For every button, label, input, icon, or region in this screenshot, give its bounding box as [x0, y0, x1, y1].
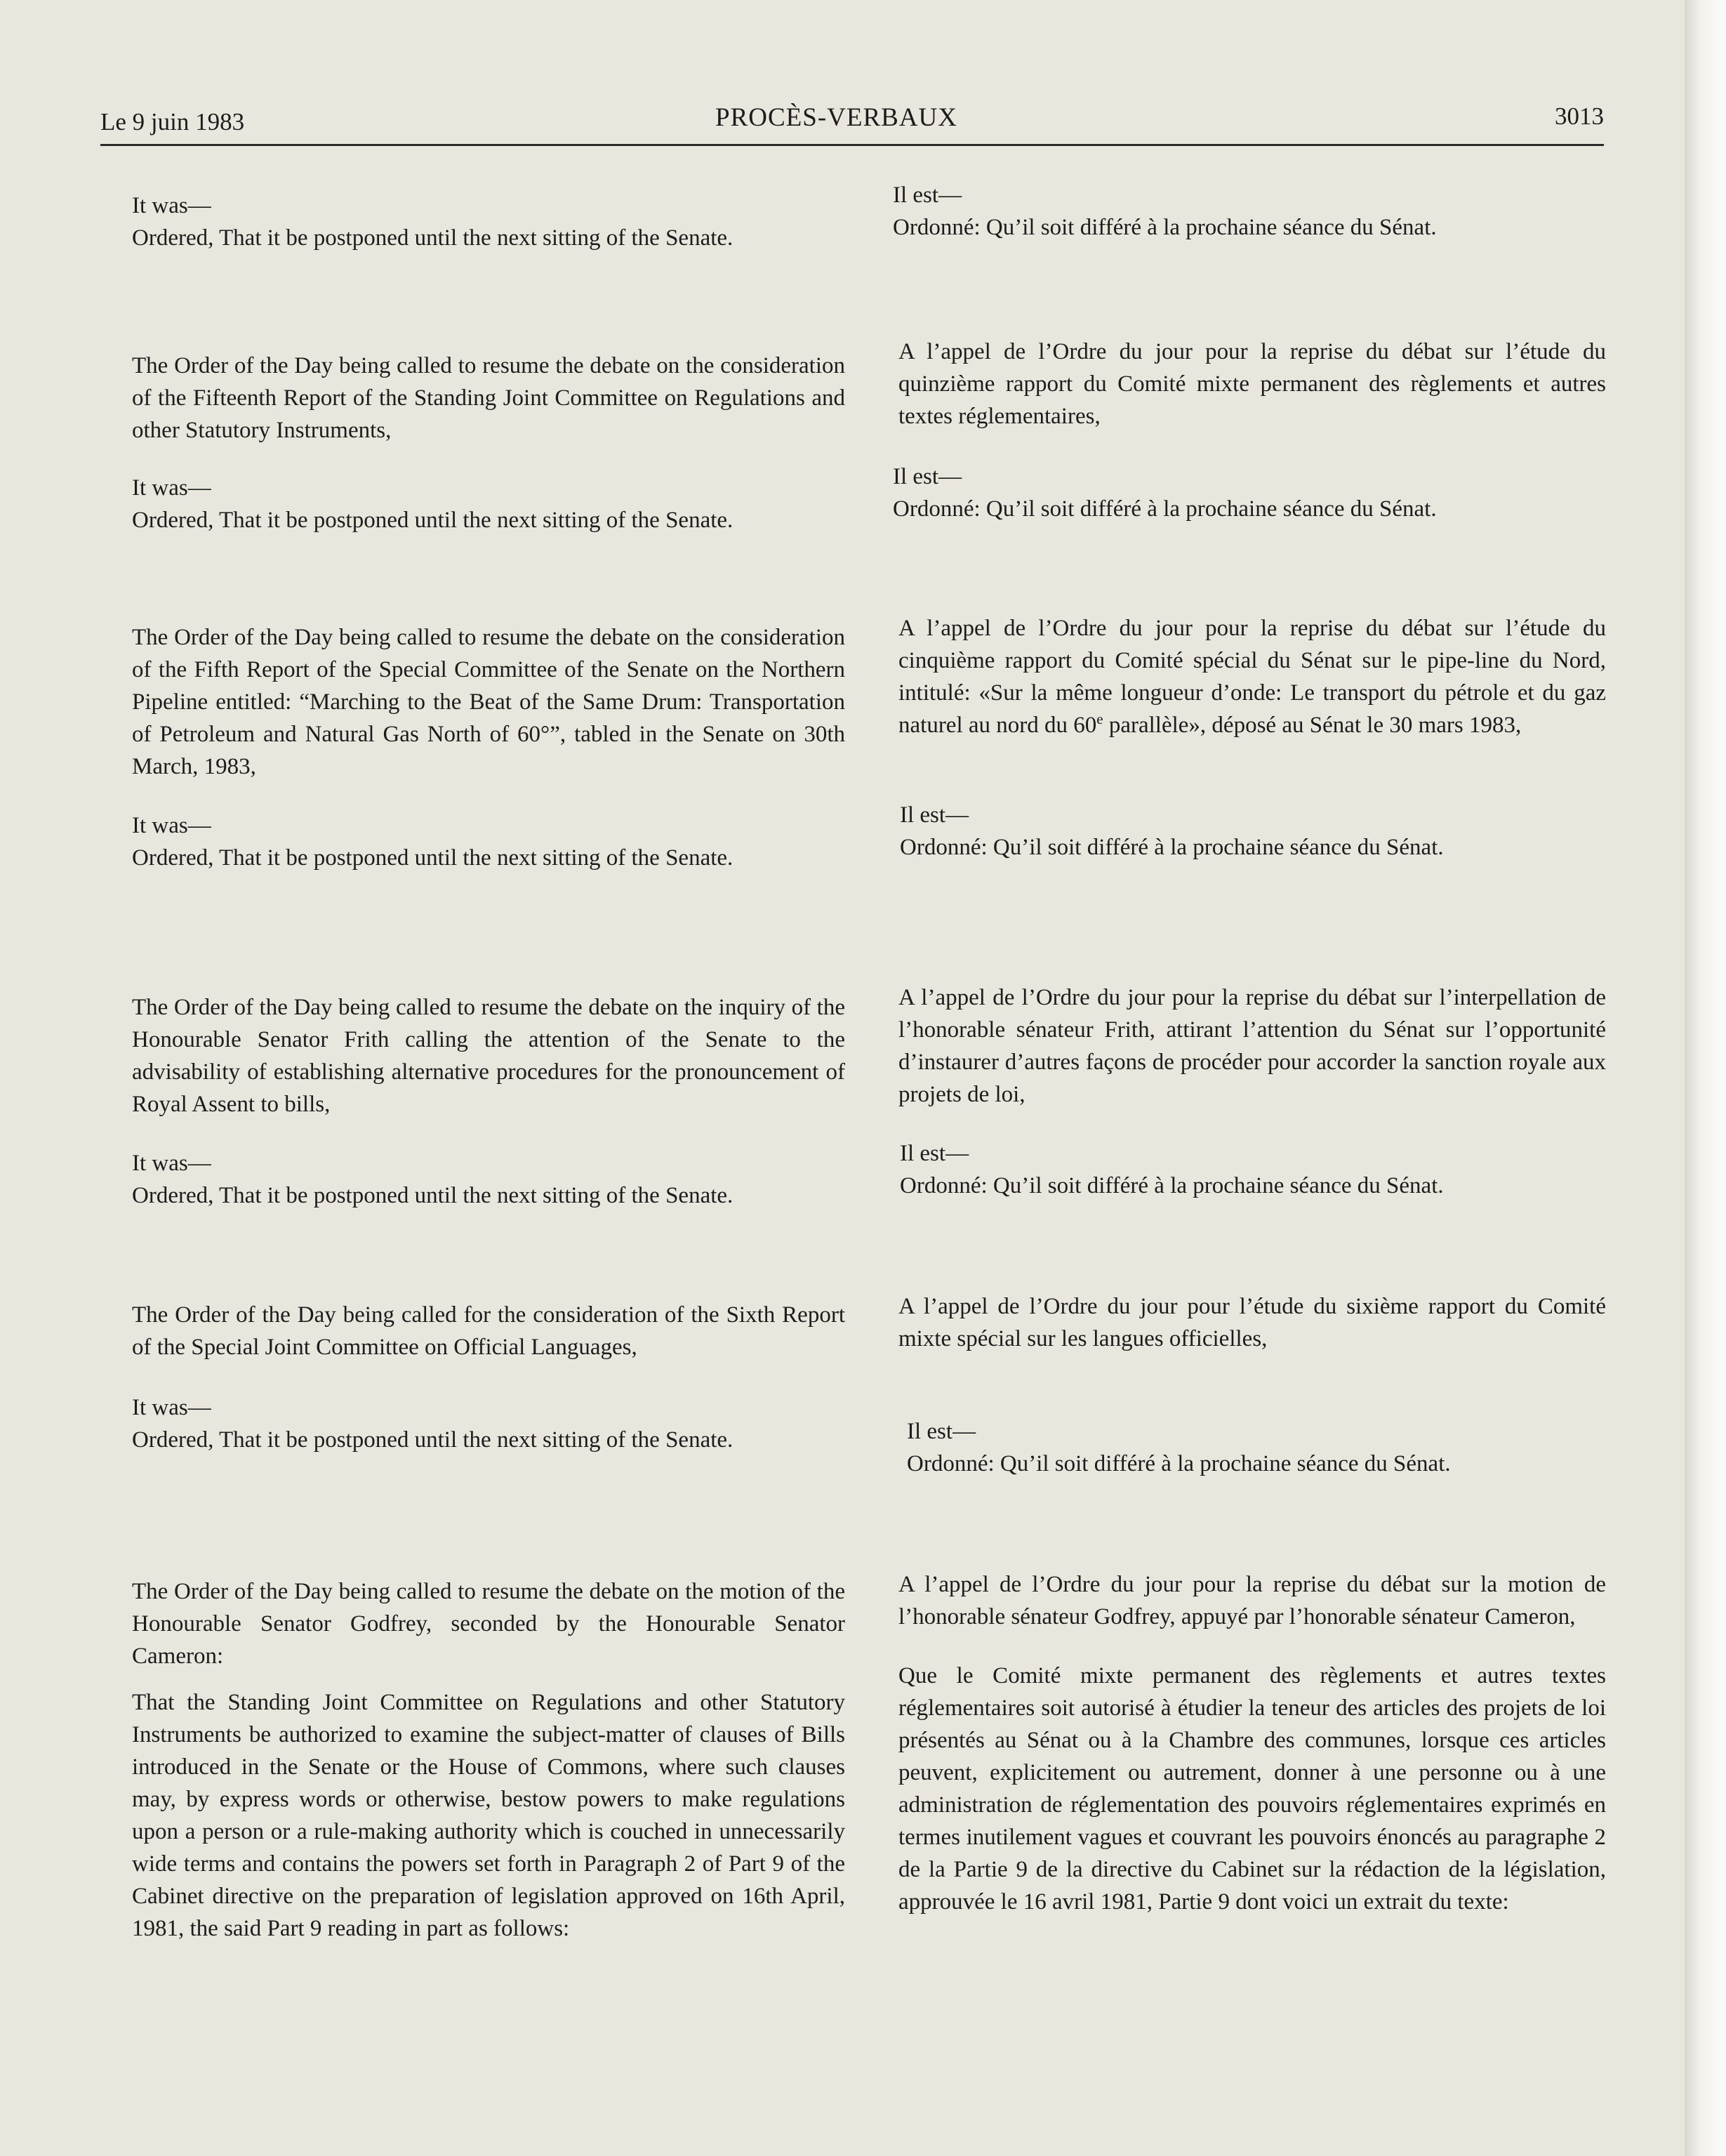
- page-number: 3013: [1555, 102, 1604, 130]
- header-date: Le 9 juin 1983: [100, 108, 245, 135]
- ordered-text: Ordered, That it be postponed until the next sitting of the Senate.: [132, 225, 733, 251]
- il-est: Il est—: [907, 1419, 976, 1444]
- order-of-day-text: The Order of the Day being called to resume the debate on the motion of the Honourable Senator Godfrey, seconded by the Honourable Senator Cameron:: [132, 1579, 845, 1669]
- left-block-6: [104, 1575, 845, 1945]
- ordonne-text: Ordonné: Qu’il soit différé à la prochaine séance du Sénat.: [900, 835, 1444, 860]
- il-est: Il est—: [893, 183, 962, 208]
- ordre-du-jour-text: A l’appel de l’Ordre du jour pour la reprise du débat sur l’étude du quinzième rapport du Comité mixte permanent des règlements et autres textes réglementaires,: [898, 339, 1606, 429]
- it-was: It was—: [132, 813, 211, 838]
- il-est: Il est—: [900, 1141, 969, 1166]
- ordre-du-jour-text: [870, 612, 1606, 741]
- right-block-2: [870, 336, 1606, 525]
- ordre-du-jour-text: A l’appel de l’Ordre du jour pour l’étude du sixième rapport du Comité mixte spécial sur les langues officielles,: [898, 1294, 1606, 1351]
- ordonne-text: Ordonné: Qu’il soit différé à la prochaine séance du Sénat.: [893, 215, 1437, 240]
- right-block-4: [870, 981, 1606, 1202]
- left-block-1: [104, 190, 845, 254]
- order-of-day-text: The Order of the Day being called to resume the debate on the inquiry of the Honourable Senator Frith calling the attention of the Senate to the advisability of establishing alternative procedures for the pronouncement of Royal Assent to bills,: [132, 995, 845, 1117]
- it-was: It was—: [132, 193, 211, 218]
- ordre-du-jour-text: A l’appel de l’Ordre du jour pour la reprise du débat sur l’interpellation de l’honorable sénateur Frith, attirant l’attention du Sénat sur l’opportunité d’instaurer d’autres façons de procéder pour accorder la sanction royale aux projets de loi,: [898, 985, 1606, 1107]
- right-block-5: [870, 1290, 1606, 1480]
- il-est: Il est—: [900, 802, 969, 828]
- left-block-3: [104, 621, 845, 874]
- right-block-3: [870, 612, 1606, 864]
- it-was: It was—: [132, 1151, 211, 1176]
- il-est: Il est—: [893, 464, 962, 489]
- ordre-du-jour-text-part2: parallèle», déposé au Sénat le 30 mars 1983,: [1103, 713, 1522, 738]
- motion-text: That the Standing Joint Committee on Regulations and other Statutory Instruments be authorized to examine the subject-matter of clauses of Bills introduced in the Senate or the House of Commons, where such clauses may, by express words or otherwise, bestow powers to make regulations upon a person or a rule-making authority which is couched in unnecessarily wide terms and contains the powers set forth in Paragraph 2 of Part 9 of the Cabinet directive on the preparation of legislation approved on 16th April, 1981, the said Part 9 reading in part as follows:: [132, 1690, 845, 1941]
- ordered-text: Ordered, That it be postponed until the next sitting of the Senate.: [132, 508, 733, 533]
- left-block-5: [104, 1299, 845, 1456]
- page-header: [100, 102, 1604, 145]
- header-rule: [100, 144, 1604, 146]
- ordered-text: Ordered, That it be postponed until the next sitting of the Senate.: [132, 1183, 733, 1208]
- order-of-day-text: The Order of the Day being called for the consideration of the Sixth Report of the Special Joint Committee on Official Languages,: [132, 1302, 845, 1360]
- right-block-6: [870, 1568, 1606, 1918]
- ordre-du-jour-text: A l’appel de l’Ordre du jour pour la reprise du débat sur la motion de l’honorable sénateur Godfrey, appuyé par l’honorable sénateur Cameron,: [898, 1572, 1606, 1629]
- ordonne-text: Ordonné: Qu’il soit différé à la prochaine séance du Sénat.: [893, 496, 1437, 522]
- it-was: It was—: [132, 1395, 211, 1420]
- left-block-2: [104, 350, 845, 536]
- left-block-4: [104, 991, 845, 1212]
- motion-text: Que le Comité mixte permanent des règlements et autres textes réglementaires soit autorisé à étudier la teneur des articles des projets de loi présentés au Sénat ou à la Chambre des communes, lorsque ces articles peuvent, explicitement ou autrement, donner à une personne ou à une administration de réglementation des pouvoirs réglementaires exprimés en termes inutilement vagues et couvrant les pouvoirs énoncés au paragraphe 2 de la Partie 9 de la directive du Cabinet sur la rédaction de la législation, approuvée le 16 avril 1981, Partie 9 dont voici un extrait du texte:: [898, 1663, 1606, 1914]
- order-of-day-text: The Order of the Day being called to resume the debate on the consideration of the Fifteenth Report of the Standing Joint Committee on Regulations and other Statutory Instruments,: [132, 353, 845, 443]
- ordered-text: Ordered, That it be postponed until the next sitting of the Senate.: [132, 1427, 733, 1453]
- page-edge: [1685, 0, 1726, 2156]
- ordonne-text: Ordonné: Qu’il soit différé à la prochaine séance du Sénat.: [900, 1173, 1444, 1198]
- ordre-du-jour-text-part1: A l’appel de l’Ordre du jour pour la reprise du débat sur l’étude du cinquième rapport du Comité spécial du Sénat sur le pipe-line du Nord, intitulé: «Sur la même longueur d’onde: Le transport du pétrole et du gaz naturel au nord du 60: [898, 616, 1606, 738]
- ordonne-text: Ordonné: Qu’il soit différé à la prochaine séance du Sénat.: [907, 1451, 1451, 1476]
- right-block-1: [870, 179, 1606, 244]
- header-title: PROCÈS-VERBAUX: [715, 103, 957, 132]
- superscript-e: e: [1096, 710, 1103, 727]
- ordered-text: Ordered, That it be postponed until the next sitting of the Senate.: [132, 845, 733, 871]
- it-was: It was—: [132, 475, 211, 501]
- order-of-day-text: The Order of the Day being called to resume the debate on the consideration of the Fifth Report of the Special Committee of the Senate on the Northern Pipeline entitled: “Marching to the Beat of the Same Drum: Transportation of Petroleum and Natural Gas North of 60°”, tabled in the Senate on 30th March, 1983,: [132, 625, 845, 779]
